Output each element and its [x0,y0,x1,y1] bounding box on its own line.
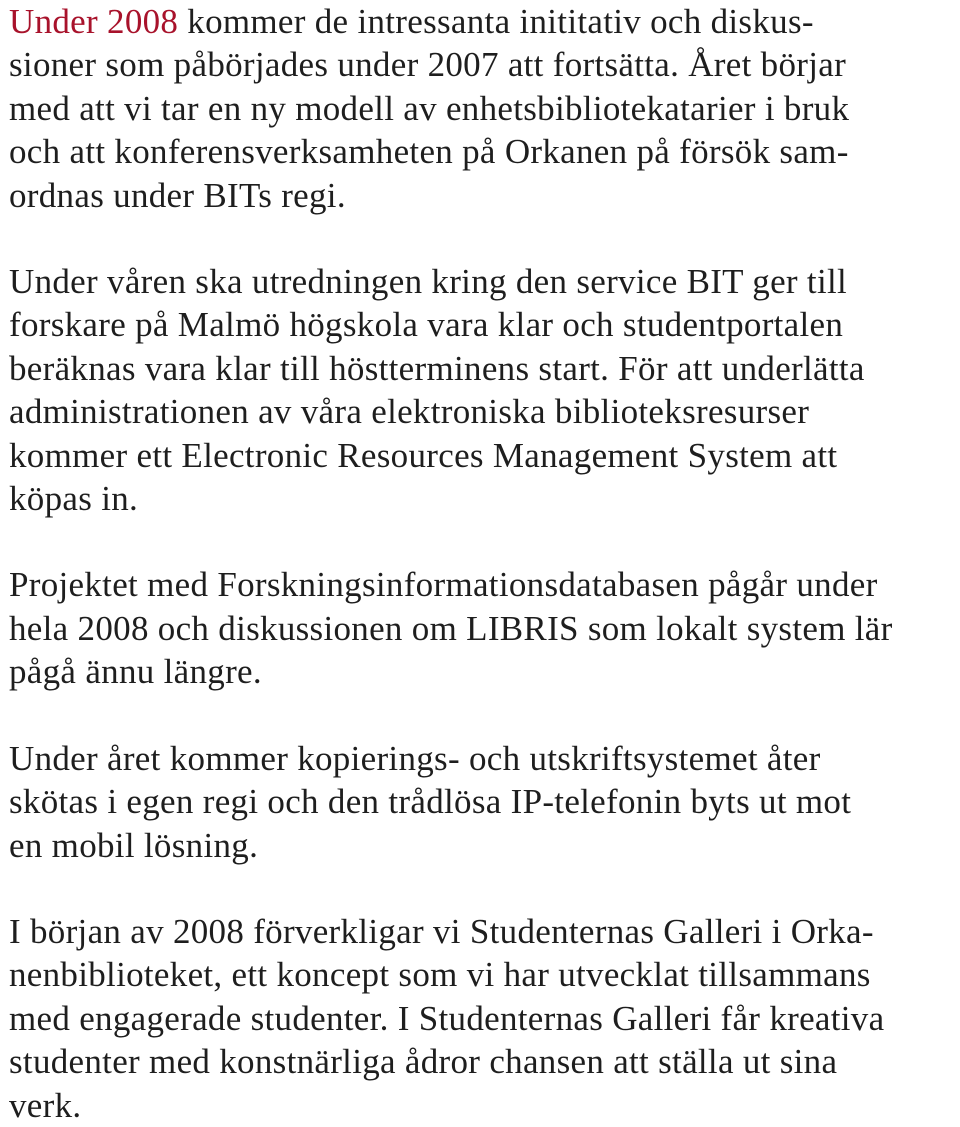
paragraph-2: Under våren ska utredningen kring den service BIT ger till forskare på Malmö högskola vara klar och studentportalen beräknas vara klar till höstterminens start. För att underlätta administrationen av våra elektroniska biblioteksresurser kommer ett Electronic Resources Management System att köpas in. [9,262,865,519]
paragraph-5: I början av 2008 förverkligar vi Studenternas Galleri i Orka- nenbiblioteket, ett koncept som vi har utvecklat tillsammans med engagerade studenter. I Studenternas Galleri får kreativa studenter med konstnärliga ådror chansen att ställa ut sina verk. [9,911,885,1125]
paragraph-1 [9,0,954,217]
paragraph-4: Under året kommer kopierings- och utskriftsystemet åter skötas i egen regi och den trådlösa IP-telefonin byts ut mot en mobil lösning. [9,738,852,865]
paragraph-1-text: kommer de intressanta inititativ och diskus- sioner som påbörjades under 2007 att fortsätta. Året börjar med att vi tar en ny modell av enhetsbibliotekatarier i bruk och att konferensverksamheten på Orkanen på försök sam- ordnas under BITs regi. [9,2,850,215]
document-body [9,0,954,1127]
paragraph-1-highlight: Under 2008 [9,2,179,41]
paragraph-3: Projektet med Forskningsinformationsdatabasen pågår under hela 2008 och diskussionen om LIBRIS som lokalt system lär pågå ännu längre. [9,565,893,692]
